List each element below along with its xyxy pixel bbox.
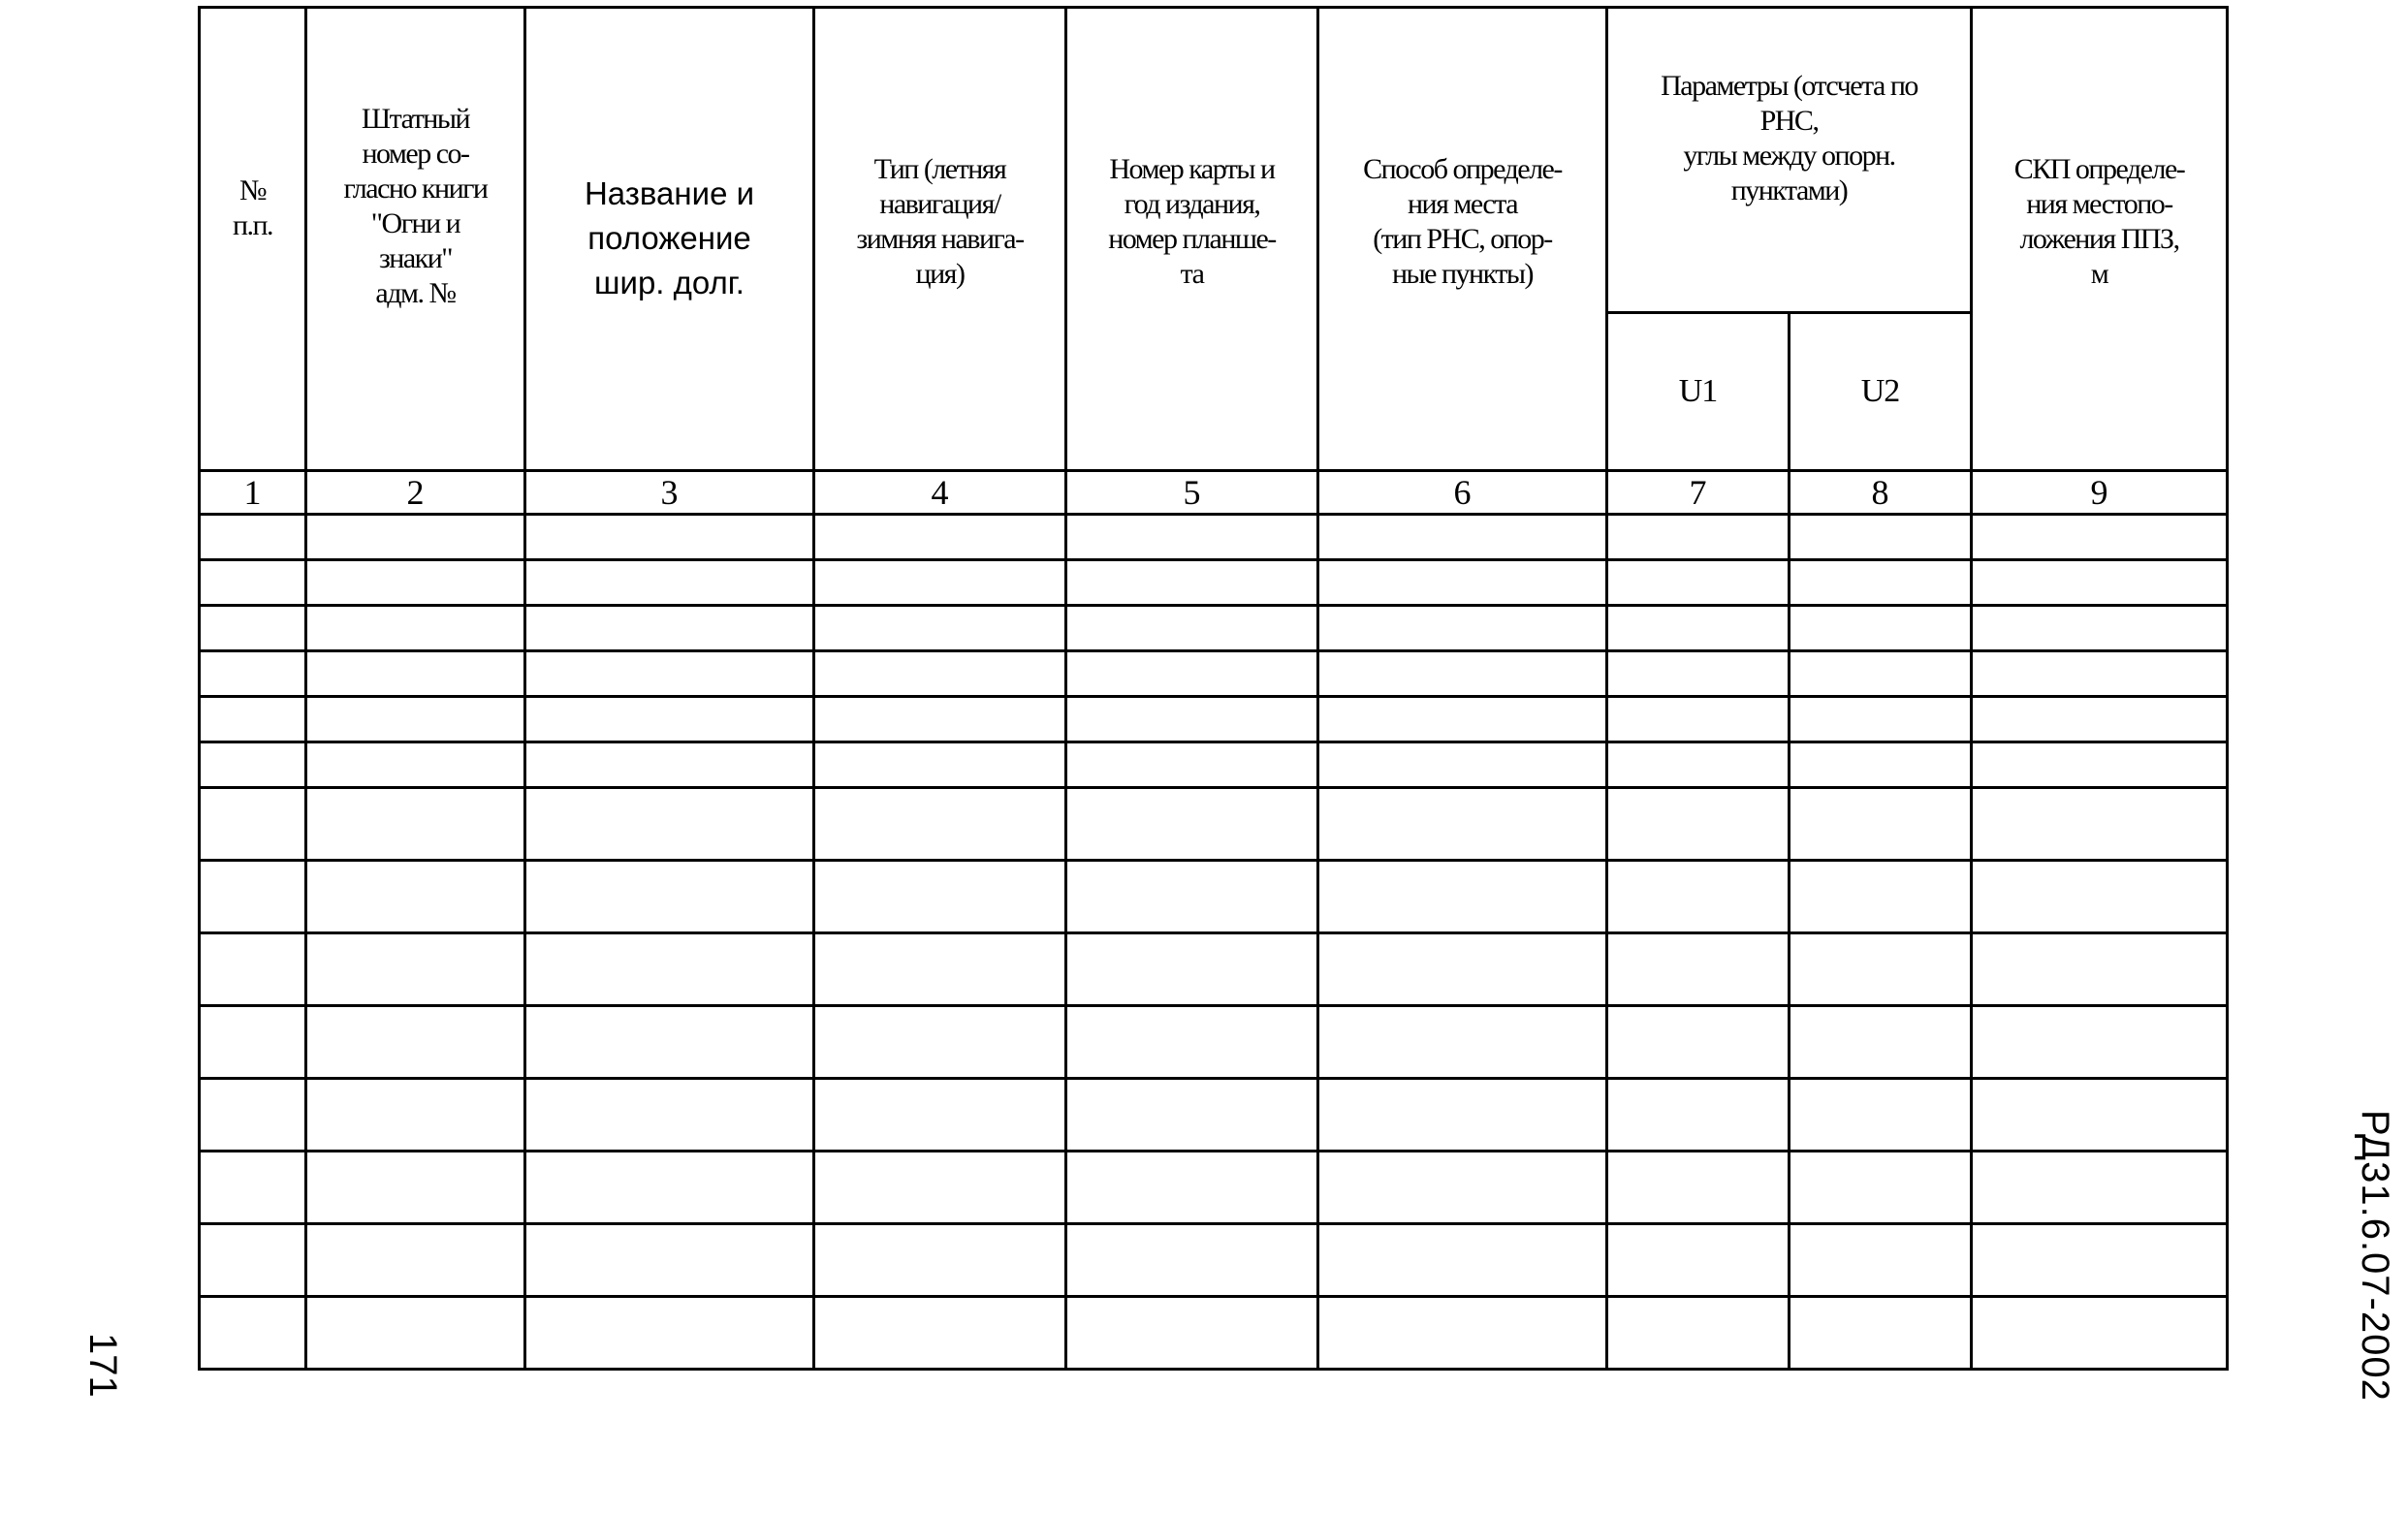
table-cell bbox=[1607, 742, 1790, 788]
table-row bbox=[200, 651, 2228, 697]
table-cell bbox=[1972, 1297, 2228, 1370]
table-row bbox=[200, 742, 2228, 788]
table-cell bbox=[200, 606, 306, 651]
table-cell bbox=[525, 933, 814, 1006]
table-cell bbox=[1607, 861, 1790, 933]
table-cell bbox=[1607, 560, 1790, 606]
column-number-row bbox=[200, 471, 2228, 515]
page-number: 171 bbox=[81, 1333, 124, 1398]
table-row bbox=[200, 606, 2228, 651]
table-cell bbox=[1066, 1297, 1318, 1370]
table-cell bbox=[1066, 1006, 1318, 1079]
table-cell bbox=[525, 1006, 814, 1079]
table-cell bbox=[814, 1224, 1066, 1297]
table-row bbox=[200, 697, 2228, 742]
table-cell bbox=[1607, 933, 1790, 1006]
table-cell bbox=[814, 1006, 1066, 1079]
table-cell bbox=[814, 1297, 1066, 1370]
table-cell bbox=[1972, 742, 2228, 788]
table-cell bbox=[1972, 1079, 2228, 1152]
table-cell bbox=[1972, 560, 2228, 606]
table-cell bbox=[1066, 606, 1318, 651]
table-cell bbox=[1972, 861, 2228, 933]
table-cell bbox=[1318, 1152, 1607, 1224]
table-cell bbox=[1607, 1297, 1790, 1370]
table-cell bbox=[306, 788, 525, 861]
table-cell bbox=[814, 651, 1066, 697]
table-cell bbox=[200, 861, 306, 933]
table-cell bbox=[1066, 651, 1318, 697]
table-cell bbox=[1607, 1224, 1790, 1297]
table-cell bbox=[1790, 933, 1972, 1006]
table-cell bbox=[1790, 1152, 1972, 1224]
header-u2: U2 bbox=[1790, 313, 1972, 471]
table-cell bbox=[1318, 606, 1607, 651]
table-cell bbox=[814, 515, 1066, 560]
table-cell bbox=[306, 606, 525, 651]
table-cell bbox=[1318, 933, 1607, 1006]
table-cell bbox=[525, 1152, 814, 1224]
table-cell bbox=[1066, 1152, 1318, 1224]
table-cell bbox=[814, 933, 1066, 1006]
table-cell bbox=[1066, 742, 1318, 788]
table-cell bbox=[1790, 515, 1972, 560]
table-cell bbox=[525, 606, 814, 651]
table-cell bbox=[1318, 742, 1607, 788]
table-cell bbox=[200, 1006, 306, 1079]
table-cell bbox=[1972, 606, 2228, 651]
table-cell bbox=[306, 1006, 525, 1079]
table-cell bbox=[1790, 697, 1972, 742]
table-cell bbox=[306, 1297, 525, 1370]
table-cell bbox=[1607, 788, 1790, 861]
table-cell bbox=[200, 515, 306, 560]
table-cell bbox=[1066, 861, 1318, 933]
table-cell bbox=[525, 788, 814, 861]
table-cell bbox=[1972, 1006, 2228, 1079]
table-cell bbox=[306, 742, 525, 788]
table-cell bbox=[814, 861, 1066, 933]
table-cell bbox=[1790, 560, 1972, 606]
table-cell bbox=[1790, 788, 1972, 861]
table-cell bbox=[1318, 515, 1607, 560]
column-number: 6 bbox=[1318, 471, 1607, 515]
table-cell bbox=[200, 697, 306, 742]
table-row bbox=[200, 1152, 2228, 1224]
table-cell bbox=[1318, 1224, 1607, 1297]
table-cell bbox=[525, 560, 814, 606]
header-navigation-type: Тип (летняя навигация/ зимняя навига- ция) bbox=[814, 8, 1066, 471]
header-positioning-method: Способ определе- ния места (тип РНС, опор- ные пункты) bbox=[1318, 8, 1607, 471]
table-cell bbox=[1790, 606, 1972, 651]
table-cell bbox=[1318, 651, 1607, 697]
table-cell bbox=[1318, 1006, 1607, 1079]
table-cell bbox=[1318, 788, 1607, 861]
column-number: 3 bbox=[525, 471, 814, 515]
table-cell bbox=[1318, 1297, 1607, 1370]
table-cell bbox=[1972, 697, 2228, 742]
table-cell bbox=[1066, 560, 1318, 606]
table-row bbox=[200, 560, 2228, 606]
table-cell bbox=[200, 933, 306, 1006]
table-cell bbox=[1972, 651, 2228, 697]
table-cell bbox=[525, 861, 814, 933]
table-cell bbox=[200, 560, 306, 606]
table-cell bbox=[525, 1079, 814, 1152]
table-row bbox=[200, 1224, 2228, 1297]
table-cell bbox=[306, 1224, 525, 1297]
table-cell bbox=[200, 651, 306, 697]
table-cell bbox=[1972, 1152, 2228, 1224]
table-cell bbox=[1972, 515, 2228, 560]
table-cell bbox=[200, 1079, 306, 1152]
table-cell bbox=[1066, 1079, 1318, 1152]
table-cell bbox=[1607, 697, 1790, 742]
table-cell bbox=[814, 1152, 1066, 1224]
table-cell bbox=[525, 1297, 814, 1370]
table-cell bbox=[1318, 560, 1607, 606]
table-cell bbox=[1972, 788, 2228, 861]
table-cell bbox=[1066, 697, 1318, 742]
table-cell bbox=[200, 788, 306, 861]
table-cell bbox=[814, 697, 1066, 742]
table-body bbox=[200, 515, 2228, 1370]
table-cell bbox=[200, 1224, 306, 1297]
table-cell bbox=[1607, 1152, 1790, 1224]
column-number: 7 bbox=[1607, 471, 1790, 515]
table-cell bbox=[1790, 861, 1972, 933]
header-rms-error: СКП определе- ния местопо- ложения ППЗ, м bbox=[1972, 8, 2228, 471]
table-cell bbox=[814, 560, 1066, 606]
table-row bbox=[200, 1297, 2228, 1370]
table-cell bbox=[1066, 933, 1318, 1006]
table-cell bbox=[306, 933, 525, 1006]
table-cell bbox=[306, 697, 525, 742]
table-cell bbox=[306, 515, 525, 560]
table-cell bbox=[525, 742, 814, 788]
table-cell bbox=[306, 861, 525, 933]
table-cell bbox=[1790, 1224, 1972, 1297]
column-number: 1 bbox=[200, 471, 306, 515]
table-row bbox=[200, 933, 2228, 1006]
document-code: РД31.6.07-2002 bbox=[2354, 1110, 2396, 1402]
table-cell bbox=[1318, 861, 1607, 933]
table-cell bbox=[1607, 651, 1790, 697]
table-cell bbox=[525, 1224, 814, 1297]
table-cell bbox=[1066, 788, 1318, 861]
table-cell bbox=[525, 697, 814, 742]
table-cell bbox=[306, 560, 525, 606]
table-row bbox=[200, 861, 2228, 933]
table-cell bbox=[200, 742, 306, 788]
table-cell bbox=[1318, 1079, 1607, 1152]
table-cell bbox=[1790, 1006, 1972, 1079]
table-cell bbox=[525, 651, 814, 697]
table-cell bbox=[306, 651, 525, 697]
table-cell bbox=[814, 742, 1066, 788]
header-u1: U1 bbox=[1607, 313, 1790, 471]
column-number: 9 bbox=[1972, 471, 2228, 515]
table-cell bbox=[1318, 697, 1607, 742]
header-parameters: Параметры (отсчета по РНС, углы между опорн. пунктами) bbox=[1607, 8, 1972, 313]
table-cell bbox=[1790, 651, 1972, 697]
table-cell bbox=[1790, 1297, 1972, 1370]
table-cell bbox=[1607, 606, 1790, 651]
table-cell bbox=[1790, 1079, 1972, 1152]
table-cell bbox=[1790, 742, 1972, 788]
table-cell bbox=[306, 1079, 525, 1152]
column-number: 2 bbox=[306, 471, 525, 515]
table-cell bbox=[1972, 933, 2228, 1006]
column-number: 4 bbox=[814, 471, 1066, 515]
table-cell bbox=[200, 1297, 306, 1370]
column-number: 8 bbox=[1790, 471, 1972, 515]
table-row bbox=[200, 788, 2228, 861]
table-cell bbox=[1972, 1224, 2228, 1297]
header-name-position: Название и положение шир. долг. bbox=[525, 8, 814, 471]
table-cell bbox=[525, 515, 814, 560]
table-cell bbox=[1066, 515, 1318, 560]
table-row bbox=[200, 1006, 2228, 1079]
table-cell bbox=[814, 788, 1066, 861]
table-cell bbox=[1066, 1224, 1318, 1297]
header-row-number: № п.п. bbox=[200, 8, 306, 471]
header-chart-number: Номер карты и год издания, номер планше- та bbox=[1066, 8, 1318, 471]
table-cell bbox=[1607, 1006, 1790, 1079]
header-staff-number: Штатный номер со- гласно книги "Огни и знаки" адм. № bbox=[306, 8, 525, 471]
form-table bbox=[198, 6, 2229, 1371]
table-cell bbox=[1607, 1079, 1790, 1152]
column-number: 5 bbox=[1066, 471, 1318, 515]
table-cell bbox=[814, 1079, 1066, 1152]
table-cell bbox=[306, 1152, 525, 1224]
table-row bbox=[200, 1079, 2228, 1152]
table-cell bbox=[200, 1152, 306, 1224]
table-cell bbox=[814, 606, 1066, 651]
table-row bbox=[200, 515, 2228, 560]
table-cell bbox=[1607, 515, 1790, 560]
